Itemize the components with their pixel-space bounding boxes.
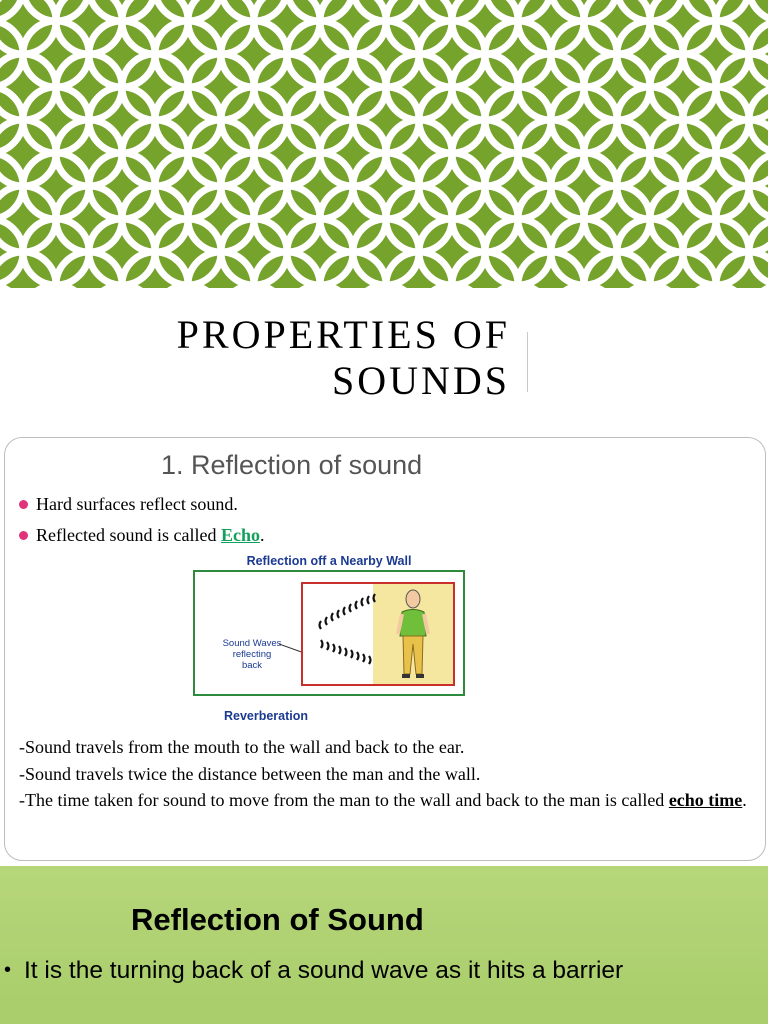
page-title <box>177 312 510 404</box>
bullet-list <box>19 494 264 556</box>
body-line: -Sound travels twice the distance between the man and the wall. <box>19 763 481 784</box>
bullet-dot-icon <box>19 500 28 509</box>
label-line: reflecting <box>232 649 272 660</box>
slide-title: Reflection of Sound <box>131 902 424 937</box>
bullet-dot-icon: • <box>4 959 12 981</box>
list-item <box>19 494 264 514</box>
body-line <box>19 787 754 814</box>
list-item <box>4 954 644 987</box>
diagram-caption-bottom: Reverberation <box>223 709 309 723</box>
bullet-text: Hard surfaces reflect sound. <box>36 494 238 514</box>
reflection-definition-slide <box>0 866 768 1024</box>
body-line: -Sound travels from the mouth to the wall and back to the ear. <box>19 737 465 757</box>
echo-time-term: echo time <box>668 790 743 810</box>
label-line: back <box>241 660 263 671</box>
sound-waves-icon <box>307 588 387 680</box>
diagram-caption-top: Reflection off a Nearby Wall <box>246 554 412 568</box>
bullet-dot-icon <box>19 531 28 540</box>
list-item <box>19 525 264 545</box>
label-line: Sound Waves <box>222 638 282 649</box>
wall-room <box>301 582 455 686</box>
reflection-diagram <box>191 554 467 729</box>
title-line-2: SOUNDS <box>331 358 510 403</box>
title-divider <box>527 332 528 392</box>
bullet-text-end: . <box>259 525 265 545</box>
slide-heading: 1. Reflection of sound <box>161 450 423 480</box>
echo-term: Echo <box>220 525 260 545</box>
explanation-text <box>19 734 754 814</box>
title-slide <box>0 288 768 428</box>
diagram-frame <box>193 570 465 696</box>
title-line-1: PROPERTIES OF <box>176 312 510 357</box>
man-icon <box>393 588 433 680</box>
bullet-text: It is the turning back of a sound wave as it hits a barrier <box>24 957 624 984</box>
body-text-end: . <box>742 790 747 810</box>
bullet-text: Reflected sound is called <box>36 525 221 545</box>
title-banner-pattern <box>0 0 768 288</box>
body-text: -The time taken for sound to move from the man to the wall and back to the man is called <box>19 790 669 810</box>
sound-waves-label <box>217 638 287 671</box>
reflection-slide <box>4 437 766 861</box>
